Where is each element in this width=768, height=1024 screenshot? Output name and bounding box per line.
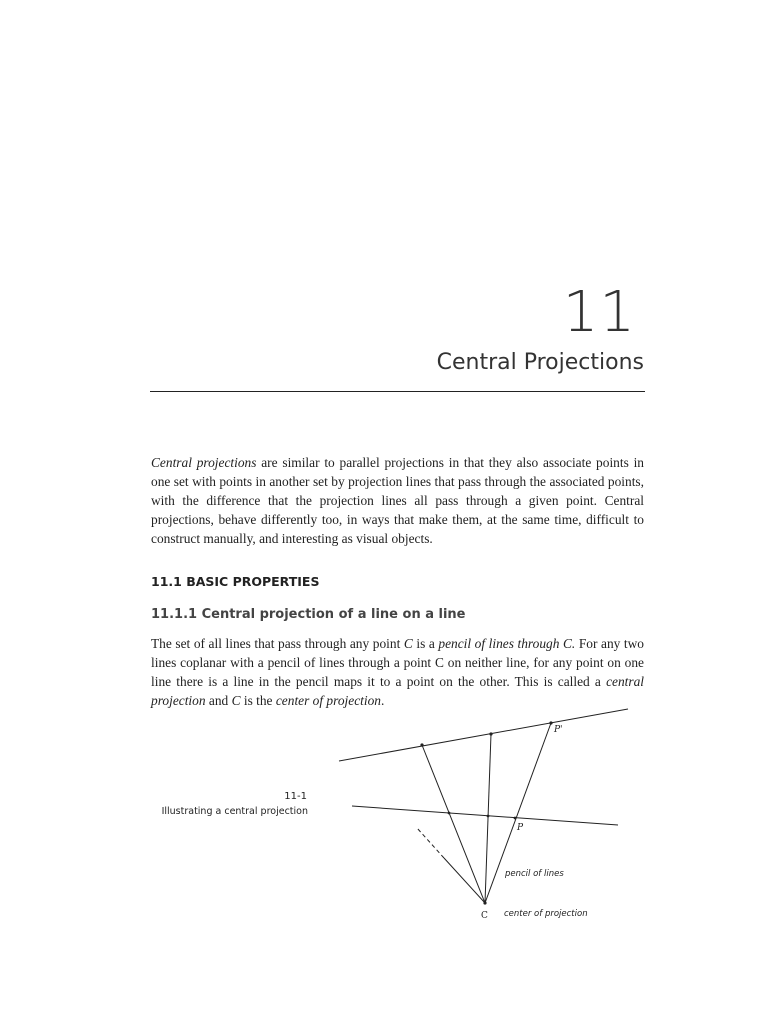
body-point-c: C [403,636,413,651]
subsection-heading: 11.1.1 Central projection of a line on a line [151,607,466,622]
body-center-term: center of projection [275,693,381,708]
point-upper-1 [420,743,423,746]
point-p [514,817,517,820]
label-pencil-of-lines: pencil of lines [505,869,564,879]
point-p-prime [549,721,552,724]
label-center-of-projection: center of projection [504,909,588,919]
upper-line [339,709,628,761]
point-lower-1 [448,812,451,815]
label-p: P [517,823,524,833]
projection-ray-2 [485,734,491,903]
chapter-title: Central Projections [436,350,644,375]
intro-lead-term: Central projections [151,455,257,470]
body-text-5: is the [240,693,276,708]
body-point-c-2: C [231,693,241,708]
label-c: C [481,911,488,921]
body-text-1: The set of all lines that pass through any point [151,636,404,651]
point-lower-2 [487,815,490,818]
body-text-3: For any two lines coplanar with a pencil of lines through a point C on neither line, for any point on one line there is a line in the pencil maps it to a point on the other. This is called a [151,636,644,689]
body-pencil-term: pencil of lines through C. [438,636,576,651]
body-text-6: . [380,693,385,708]
label-p-prime: P' [554,725,563,735]
dashed-ray-extension [417,828,444,858]
body-text-4: and [205,693,232,708]
section-heading: 11.1 BASIC PROPERTIES [151,574,320,589]
projection-ray-1 [422,745,485,903]
figure-number: 11-1 [284,791,307,802]
projection-ray-4 [444,858,485,903]
point-c [483,901,486,904]
intro-text: are similar to parallel projections in that they also associate points in one set with points in another set by projection lines that pass through the associated points, with the difference that the projection lines all pass through a given point. Central projections, behave differently too, in ways that make them, at the same time, difficult to construct manually, and interesting as visual objects. [151,455,644,546]
lower-line [352,806,618,825]
body-central-projection-term: central projection [151,674,644,708]
point-upper-2 [489,732,492,735]
figure-caption: Illustrating a central projection [161,806,308,817]
chapter-number: 11 [562,280,636,345]
body-text-2: is a [412,636,439,651]
